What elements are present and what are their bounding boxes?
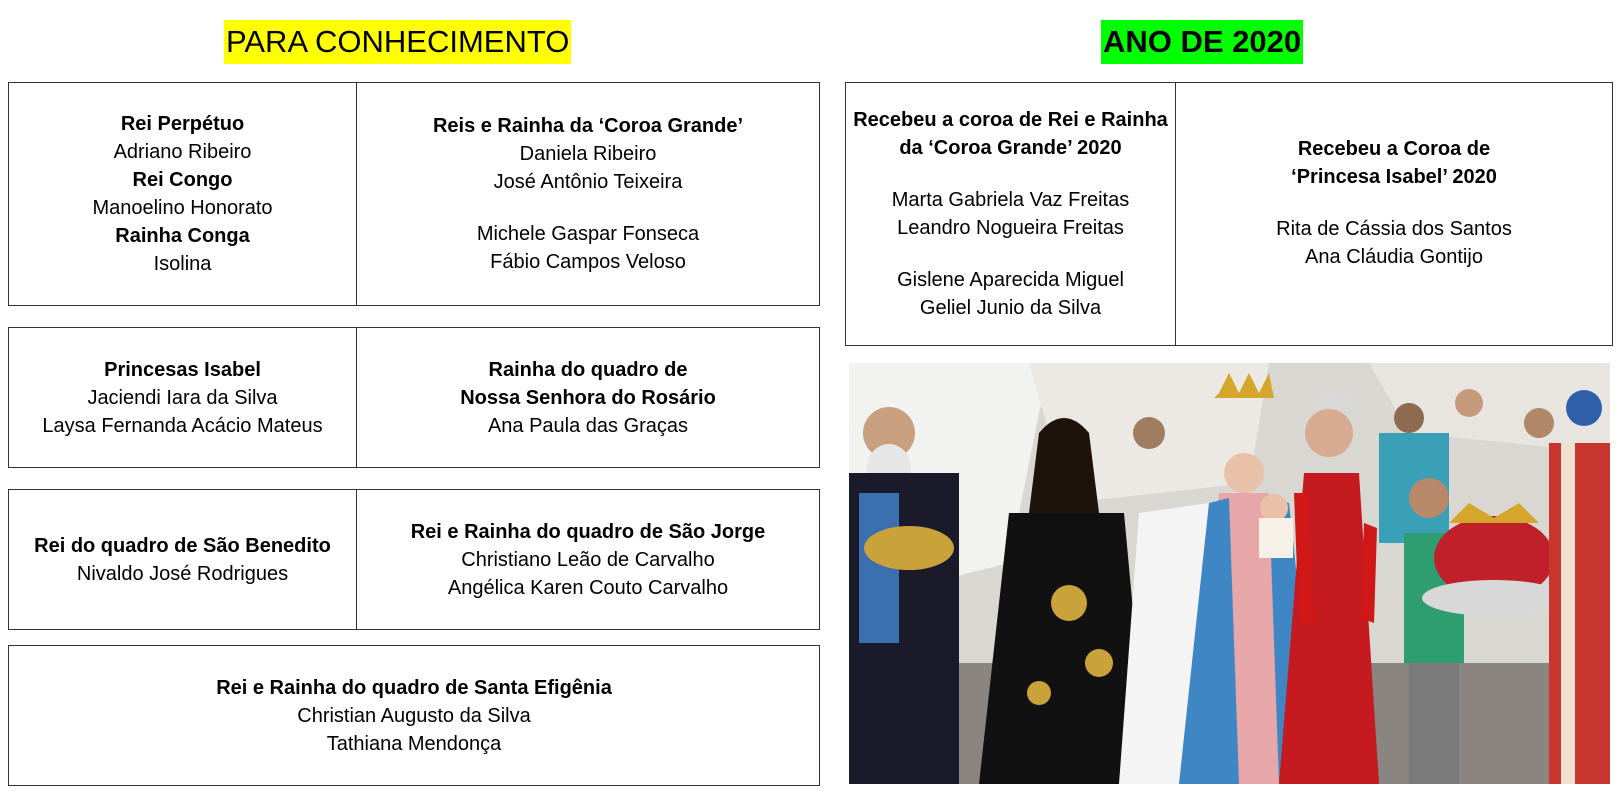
box-princesas xyxy=(8,327,820,468)
name-coroa-grande-2020: Leandro Nogueira Freitas xyxy=(897,217,1124,239)
title-santa-efigenia: Rei e Rainha do quadro de Santa Efigênia xyxy=(216,676,612,699)
title-princesa-isabel-2020-2: ‘Princesa Isabel’ 2020 xyxy=(1291,166,1497,188)
festival-photo xyxy=(849,363,1610,784)
name-sao-benedito: Nivaldo José Rodrigues xyxy=(76,562,289,585)
cell-santa-efigenia xyxy=(9,646,819,785)
name-rainha-rosario: Ana Paula das Graças xyxy=(487,414,689,437)
cell-rainha-rosario xyxy=(356,328,819,467)
name-princesa-isabel-2020: Ana Cláudia Gontijo xyxy=(1305,246,1483,268)
title-rainha-rosario-2: Nossa Senhora do Rosário xyxy=(460,386,716,409)
heading-ano-2020: ANO DE 2020 xyxy=(1101,20,1303,64)
name-coroa-grande: Daniela Ribeiro xyxy=(519,143,657,165)
box-reis-perpetuos xyxy=(8,82,820,306)
cell-sao-jorge xyxy=(356,490,819,629)
name-coroa-grande: José Antônio Teixeira xyxy=(493,171,683,193)
name-coroa-grande-2020: Geliel Junio da Silva xyxy=(919,297,1102,319)
name-santa-efigenia: Christian Augusto da Silva xyxy=(297,704,531,727)
name-coroa-grande-2020: Marta Gabriela Vaz Freitas xyxy=(891,189,1130,211)
cell-princesa-isabel-2020 xyxy=(1175,83,1612,345)
title-rainha-conga: Rainha Conga xyxy=(115,225,250,247)
title-sao-jorge: Rei e Rainha do quadro de São Jorge xyxy=(410,520,766,543)
title-rei-congo: Rei Congo xyxy=(132,169,233,191)
heading-para-conhecimento: PARA CONHECIMENTO xyxy=(224,20,571,64)
name-sao-jorge: Angélica Karen Couto Carvalho xyxy=(447,576,729,599)
box-sao-benedito-jorge xyxy=(8,489,820,630)
name-rainha-conga: Isolina xyxy=(153,253,212,275)
name-coroa-grande-2020: Gislene Aparecida Miguel xyxy=(897,269,1124,291)
name-princesa: Jaciendi Iara da Silva xyxy=(87,386,278,409)
box-coroas-2020 xyxy=(845,82,1613,346)
cell-princesas-isabel xyxy=(9,328,356,467)
cell-reis-congo xyxy=(9,83,356,305)
title-princesa-isabel-2020-1: Recebeu a Coroa de xyxy=(1297,138,1491,160)
title-rei-perpetuo: Rei Perpétuo xyxy=(120,113,245,135)
name-princesa: Laysa Fernanda Acácio Mateus xyxy=(42,414,323,437)
name-coroa-grande: Fábio Campos Veloso xyxy=(490,251,686,273)
name-sao-jorge: Christiano Leão de Carvalho xyxy=(461,548,715,571)
cell-sao-benedito xyxy=(9,490,356,629)
title-coroa-grande-2020-1: Recebeu a coroa de Rei e Rainha xyxy=(853,109,1168,131)
cell-coroa-grande xyxy=(356,83,819,305)
title-sao-benedito: Rei do quadro de São Benedito xyxy=(34,534,331,557)
title-rainha-rosario-1: Rainha do quadro de xyxy=(488,358,688,381)
name-santa-efigenia: Tathiana Mendonça xyxy=(326,732,502,755)
box-santa-efigenia xyxy=(8,645,820,786)
festival-photo-illustration xyxy=(849,363,1610,784)
name-princesa-isabel-2020: Rita de Cássia dos Santos xyxy=(1276,218,1512,240)
title-coroa-grande-2020-2: da ‘Coroa Grande’ 2020 xyxy=(899,137,1122,159)
name-rei-congo: Manoelino Honorato xyxy=(92,197,273,219)
title-princesas-isabel: Princesas Isabel xyxy=(104,358,261,381)
name-rei-perpetuo: Adriano Ribeiro xyxy=(113,141,252,163)
cell-coroa-grande-2020 xyxy=(846,83,1175,345)
name-coroa-grande: Michele Gaspar Fonseca xyxy=(476,223,700,245)
title-coroa-grande: Reis e Rainha da ‘Coroa Grande’ xyxy=(432,115,744,137)
